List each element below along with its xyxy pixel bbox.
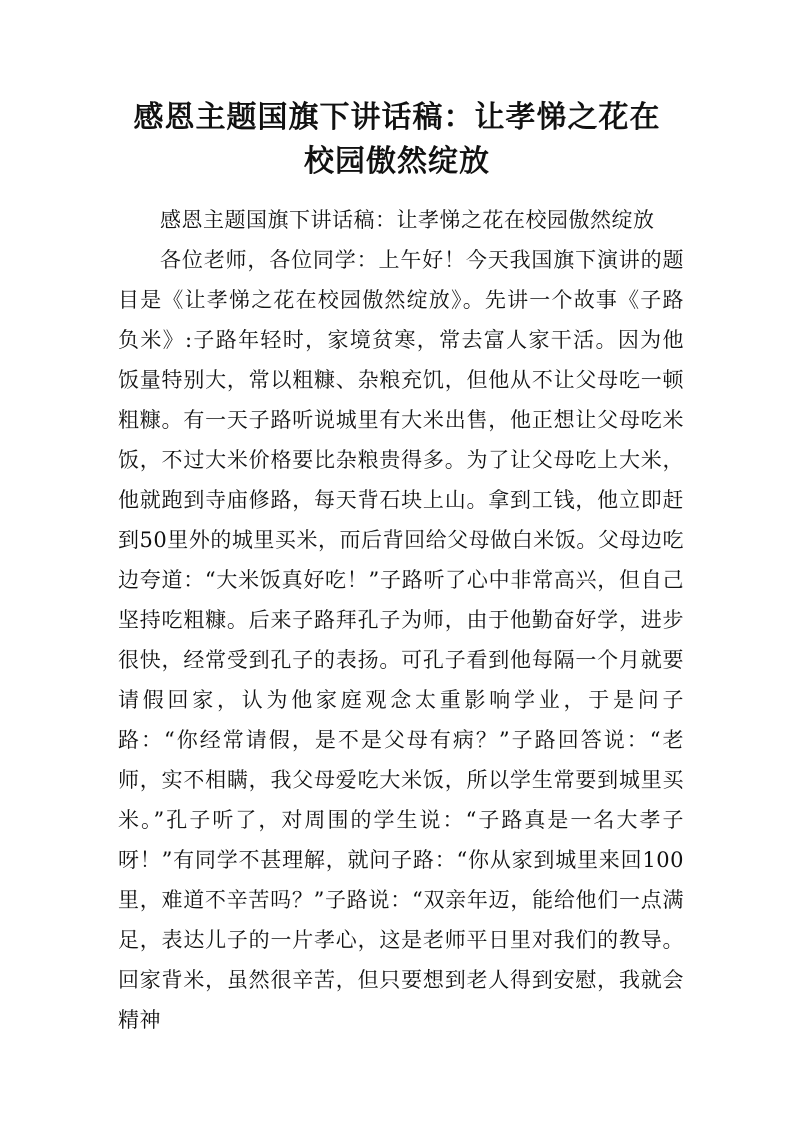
- title-line-1: 感恩主题国旗下讲话稿：让孝悌之花在: [133, 100, 661, 135]
- body-paragraph: 各位老师，各位同学：上午好！今天我国旗下演讲的题目是《让孝悌之花在校园傲然绽放》。先讲一个故事《子路负米》:子路年轻时，家境贫寒，常去富人家干活。因为他饭量特别大，常以粗糠、杂粮充饥，但他从不让父母吃一顿粗糠。有一天子路听说城里有大米出售，他正想让父母吃米饭，不过大米价格要比杂粮贵得多。为了让父母吃上大米，他就跑到寺庙修路，每天背石块上山。拿到工钱，他立即赶到50里外的城里买米，而后背回给父母做白米饭。父母边吃边夸道：“大米饭真好吃！”子路听了心中非常高兴，但自己坚持吃粗糠。后来子路拜孔子为师，由于他勤奋好学，进步很快，经常受到孔子的表扬。可孔子看到他每隔一个月就要请假回家，认为他家庭观念太重影响学业，于是问子路：“你经常请假，是不是父母有病？”子路回答说：“老师，实不相瞒，我父母爱吃大米饭，所以学生常要到城里买米。”孔子听了，对周围的学生说：“子路真是一名大孝子呀！”有同学不甚理解，就问子路：“你从家到城里来回100里，难道不辛苦吗？”子路说：“双亲年迈，能给他们一点满足，表达儿子的一片孝心，这是老师平日里对我们的教导。回家背米，虽然很辛苦，但只要想到老人得到安慰，我就会精神: [118, 248, 684, 1032]
- title-line-2: 校园傲然绽放: [304, 144, 490, 179]
- document-body: [118, 200, 684, 1040]
- document-title: [110, 96, 684, 184]
- subtitle-paragraph: 感恩主题国旗下讲话稿：让孝悌之花在校园傲然绽放: [160, 208, 655, 232]
